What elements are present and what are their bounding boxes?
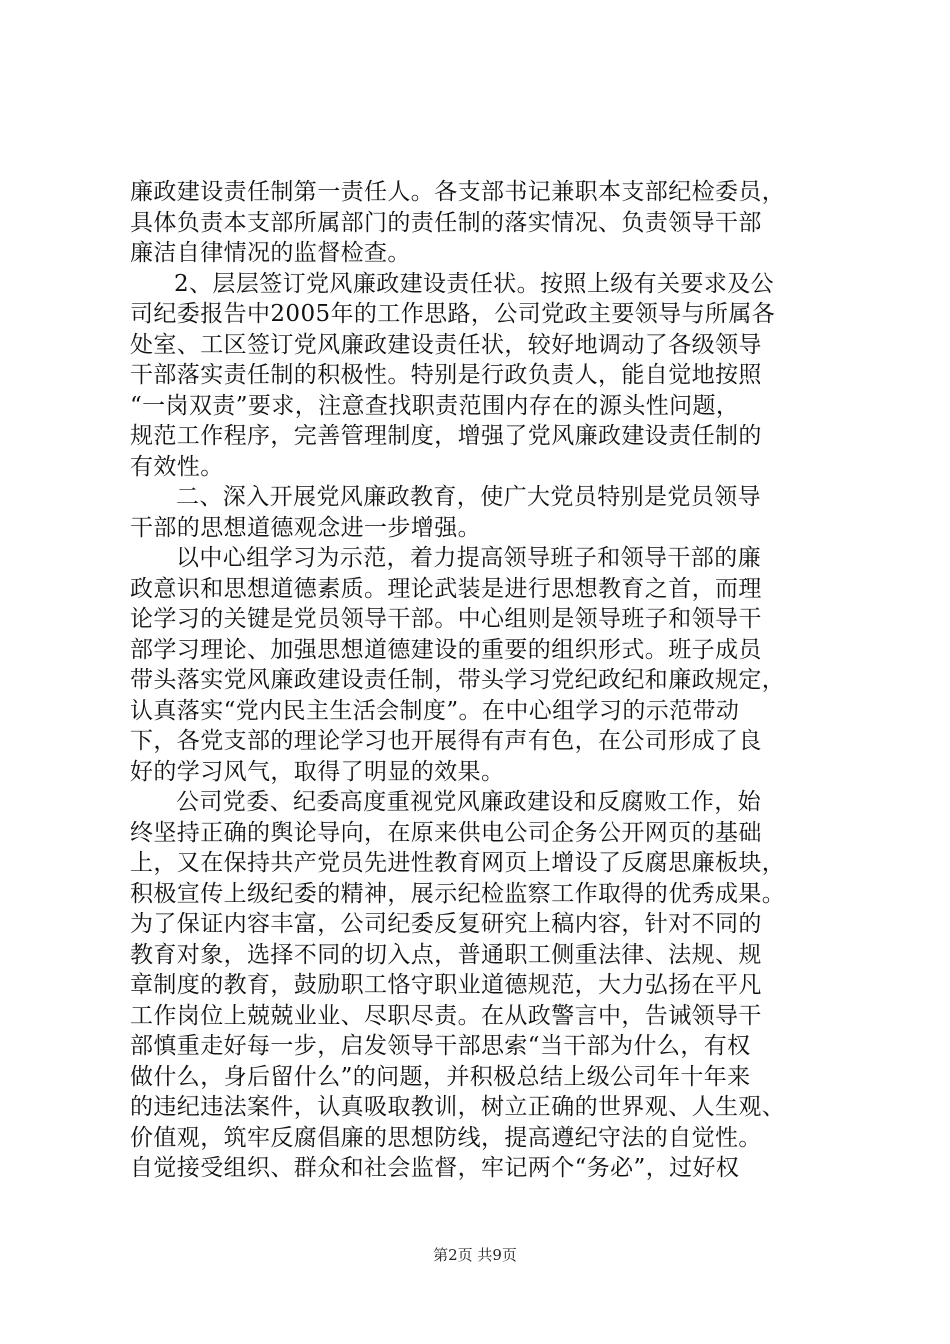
- text-line: 有效性。: [130, 453, 224, 480]
- text-line: “一岗双责”要求，注意查找职责范围内存在的源头性问题，: [130, 392, 740, 419]
- section-heading: 二、深入开展党风廉政教育，使广大党员特别是党员领导: [176, 484, 761, 510]
- text-line: 2、层层签订党风廉政建设责任状。按照上级有关要求及公: [174, 270, 775, 297]
- text-line: 带头落实党风廉政建设责任制，带头学习党纪政纪和廉政规定，: [130, 667, 786, 693]
- text-line: 干部落实责任制的积极性。特别是行政负责人，能自觉地按照: [130, 362, 762, 388]
- text-line: 部慎重走好每一步，启发领导干部思索“当干部为什么，有权: [130, 1033, 751, 1059]
- text-line: 价值观，筑牢反腐倡廉的思想防线，提高遵纪守法的自觉性。: [130, 1124, 762, 1151]
- text-line: 论学习的关键是党员领导干部。中心组则是领导班子和领导干: [130, 606, 762, 632]
- text-line: 认真落实“党内民主生活会制度”。在中心组学习的示范带动: [130, 697, 740, 724]
- text-line: 上，又在保持共产党员先进性教育网页上增设了反腐思廉板块，: [130, 850, 786, 876]
- text-line: 部学习理论、加强思想道德建设的重要的组织形式。班子成员: [130, 636, 762, 663]
- text-line: 处室、工区签订党风廉政建设责任状，较好地调动了各级领导: [130, 331, 762, 358]
- body-text: [130, 177, 840, 1184]
- text-line: 以中心组学习为示范，着力提高领导班子和领导干部的廉: [176, 545, 761, 571]
- text-line: 好的学习风气，取得了明显的效果。: [130, 758, 505, 785]
- text-line: 政意识和思想道德素质。理论武装是进行思想教育之首，而理: [130, 575, 762, 602]
- text-line: 司纪委报告中2005年的工作思路，公司党政主要领导与所属各: [130, 301, 776, 327]
- text-line: 下，各党支部的理论学习也开展得有声有色，在公司形成了良: [130, 728, 762, 754]
- text-line: 做什么，身后留什么”的问题，并积极总结上级公司年十年来: [130, 1063, 751, 1090]
- text-line: 廉政建设责任制第一责任人。各支部书记兼职本支部纪检委员，: [130, 179, 786, 205]
- page-number-footer: 第2页 共9页: [433, 1246, 517, 1264]
- text-line: 具体负责本支部所属部门的责任制的落实情况、负责领导干部: [130, 209, 762, 236]
- text-line: 廉洁自律情况的监督检查。: [130, 240, 411, 266]
- text-line: 积极宣传上级纪委的精神，展示纪检监察工作取得的优秀成果。: [130, 880, 786, 907]
- text-line: 公司党委、纪委高度重视党风廉政建设和反腐败工作，始: [176, 789, 761, 815]
- text-line: 终坚持正确的舆论导向，在原来供电公司企务公开网页的基础: [130, 819, 762, 846]
- text-line: 自觉接受组织、群众和社会监督，牢记两个“务必”，过好权: [130, 1155, 740, 1181]
- text-line: 规范工作程序，完善管理制度，增强了党风廉政建设责任制的: [130, 423, 762, 449]
- text-line: 工作岗位上兢兢业业、尽职尽责。在从政警言中，告诫领导干: [130, 1002, 762, 1029]
- text-line: 教育对象，选择不同的切入点，普通职工侧重法律、法规、规: [130, 941, 762, 968]
- text-line: 为了保证内容丰富，公司纪委反复研究上稿内容，针对不同的: [130, 911, 762, 937]
- text-line: 章制度的教育，鼓励职工恪守职业道德规范，大力弘扬在平凡: [130, 972, 762, 998]
- text-line: 的违纪违法案件，认真吸取教训，树立正确的世界观、人生观、: [130, 1094, 786, 1120]
- section-heading: 干部的思想道德观念进一步增强。: [130, 514, 481, 541]
